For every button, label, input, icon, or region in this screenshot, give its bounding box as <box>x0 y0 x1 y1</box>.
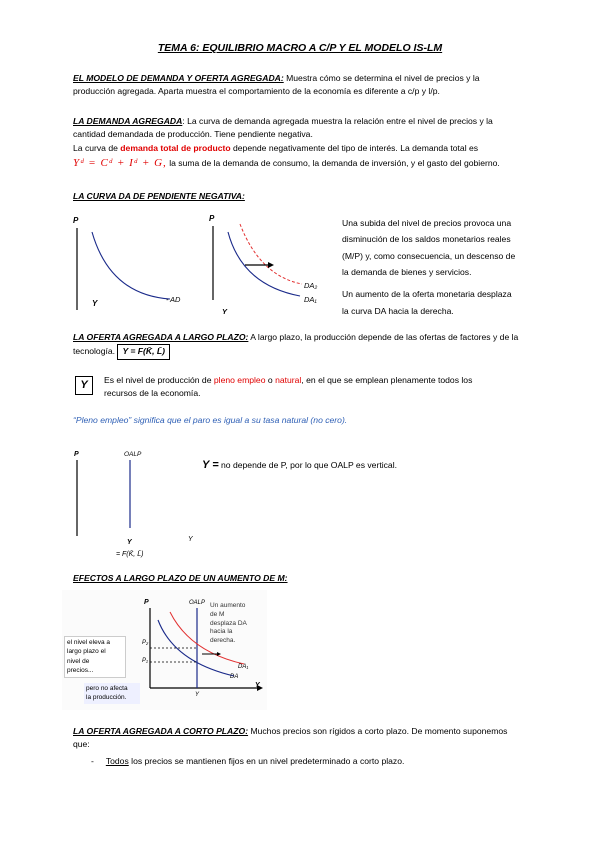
section-demand-supply <box>73 72 533 99</box>
arrow-head-icon <box>268 262 274 268</box>
text: la demanda de bienes y servicios. <box>342 266 472 277</box>
highlight-red: pleno empleo <box>213 375 266 385</box>
text: , en el que se emplean plenamente todos los <box>301 375 473 385</box>
heading-effects: EFECTOS A LARGO PLAZO DE UN AUMENTO DE M: <box>73 573 288 583</box>
note-line: nivel de <box>67 657 90 665</box>
text: La curva de <box>73 142 121 153</box>
bullet-item <box>73 755 533 768</box>
curve-label: DA₁ <box>304 295 317 304</box>
text: cantidad demandada de producción. Tiene pendiente negativa. <box>73 129 313 140</box>
production-formula: Y = F(K̄, L̄) <box>117 344 170 359</box>
axis-label: Y <box>255 682 260 689</box>
heading-demand: LA DEMANDA AGREGADA <box>73 116 183 126</box>
full-employment-note: “Pleno empleo” significa que el paro es igual a su tasa natural (no cero). <box>73 415 348 425</box>
curve-label: - <box>166 295 169 304</box>
text: disminución de los saldos monetarios reales <box>342 234 511 245</box>
axis-label: P <box>144 599 149 606</box>
section-aggregate-demand <box>73 115 543 172</box>
heading-long-run: LA OFERTA AGREGADA A LARGO PLAZO: <box>73 332 249 342</box>
oalp-graph <box>70 446 210 564</box>
text: producción agregada. Aparta muestra el comportamiento de la economía es diferente a c/p y l/p. <box>73 86 440 97</box>
highlight-red: demanda total de producto <box>120 142 231 153</box>
axis-label: Y <box>92 299 98 308</box>
text: A largo plazo, la producción depende de las ofertas de factores y de la <box>248 332 519 342</box>
note-line: el nivel eleva a <box>67 639 110 646</box>
note-line: derecha. <box>210 637 236 645</box>
text: los precios se mantienen fijos en un nivel predeterminado a corto plazo. <box>128 755 405 766</box>
note-line: Un aumento <box>210 602 246 609</box>
bullet-dash: - <box>91 755 94 766</box>
text: la curva DA hacia la derecha. <box>342 305 454 316</box>
section-long-run-supply <box>73 331 533 360</box>
section-short-run-supply <box>73 725 533 768</box>
axis-label: Y <box>195 692 200 698</box>
line-label: OALP <box>124 451 142 458</box>
text: no depende de P, por lo que OALP es vertical. <box>218 460 397 470</box>
note-line: de M <box>210 610 225 618</box>
arrow-head-icon <box>217 652 221 656</box>
note-left <box>64 636 126 678</box>
text: recursos de la economía. <box>104 388 201 399</box>
text: Es el nivel de producción de <box>104 375 214 385</box>
curve-label: DA₂ <box>304 281 318 290</box>
page-title: TEMA 6: EQUILIBRIO MACRO A C/P Y EL MODELO IS-LM <box>157 42 443 54</box>
axis-label: Y <box>188 536 193 543</box>
note-line: precios... <box>67 667 94 675</box>
oalp-explanation <box>202 457 397 474</box>
text: Una subida del nivel de precios provoca una <box>342 218 512 228</box>
y-symbol-box: Y <box>75 376 93 395</box>
axis-label: P <box>73 216 79 225</box>
y-symbol: Y = <box>202 459 219 471</box>
heading-short-run: LA OFERTA AGREGADA A CORTO PLAZO: <box>73 726 249 736</box>
text: o <box>265 375 276 385</box>
note-line: hacia la <box>210 628 233 636</box>
note-line: desplaza DA <box>210 619 247 627</box>
text: Muchos precios son rígidos a corto plazo. De momento suponemos <box>248 726 508 736</box>
full-employment-text <box>104 374 524 401</box>
text: (M/P) y, como consecuencia, un descenso de <box>342 250 516 261</box>
text: la suma de la demanda de consumo, la demanda de inversión, y el gasto del gobierno. <box>166 157 500 168</box>
line-label: OALP <box>189 600 206 606</box>
note-line: largo plazo el <box>67 648 106 656</box>
highlight-red: natural <box>275 375 302 385</box>
note-line: pero no afecta <box>86 685 128 692</box>
curve-label: AD <box>170 295 181 304</box>
axis-label: P <box>209 214 215 223</box>
text: Muestra cómo se determina el nivel de precios y la <box>283 73 480 83</box>
axis-label: = F(K̄, L̄) <box>116 551 144 558</box>
price-label: P₂ <box>142 640 149 646</box>
curve-label: DA₁ <box>238 664 249 670</box>
heading-model: EL MODELO DE DEMANDA Y OFERTA AGREGADA: <box>73 73 284 83</box>
underlined-word: Todos <box>105 755 129 766</box>
effects-figure <box>62 590 267 710</box>
note-line: la producción. <box>86 694 127 702</box>
axis-label: Y <box>127 539 132 546</box>
axis-label: Y <box>222 307 228 316</box>
price-label: P₁ <box>142 658 148 664</box>
text: : La curva de demanda agregada muestra la relación entre el nivel de precios y la <box>182 116 493 126</box>
demand-graphs <box>70 210 350 322</box>
note-right <box>210 602 264 646</box>
da2-curve <box>240 224 302 284</box>
note-bottom <box>84 683 140 704</box>
curve-explanation <box>342 215 542 319</box>
formula: Yᵈ = Cᵈ + Iᵈ + G, <box>73 156 167 169</box>
text: que: <box>73 739 90 750</box>
curve-label: DA <box>230 674 239 680</box>
axis-label: P <box>74 451 79 458</box>
text: Un aumento de la oferta monetaria desplaza <box>342 289 512 300</box>
ad-curve <box>92 232 170 299</box>
heading-curve: LA CURVA DA DE PENDIENTE NEGATIVA: <box>73 191 245 201</box>
text: tecnología. <box>73 346 116 357</box>
text: depende negativamente del tipo de interés. La demanda total es <box>230 142 479 153</box>
